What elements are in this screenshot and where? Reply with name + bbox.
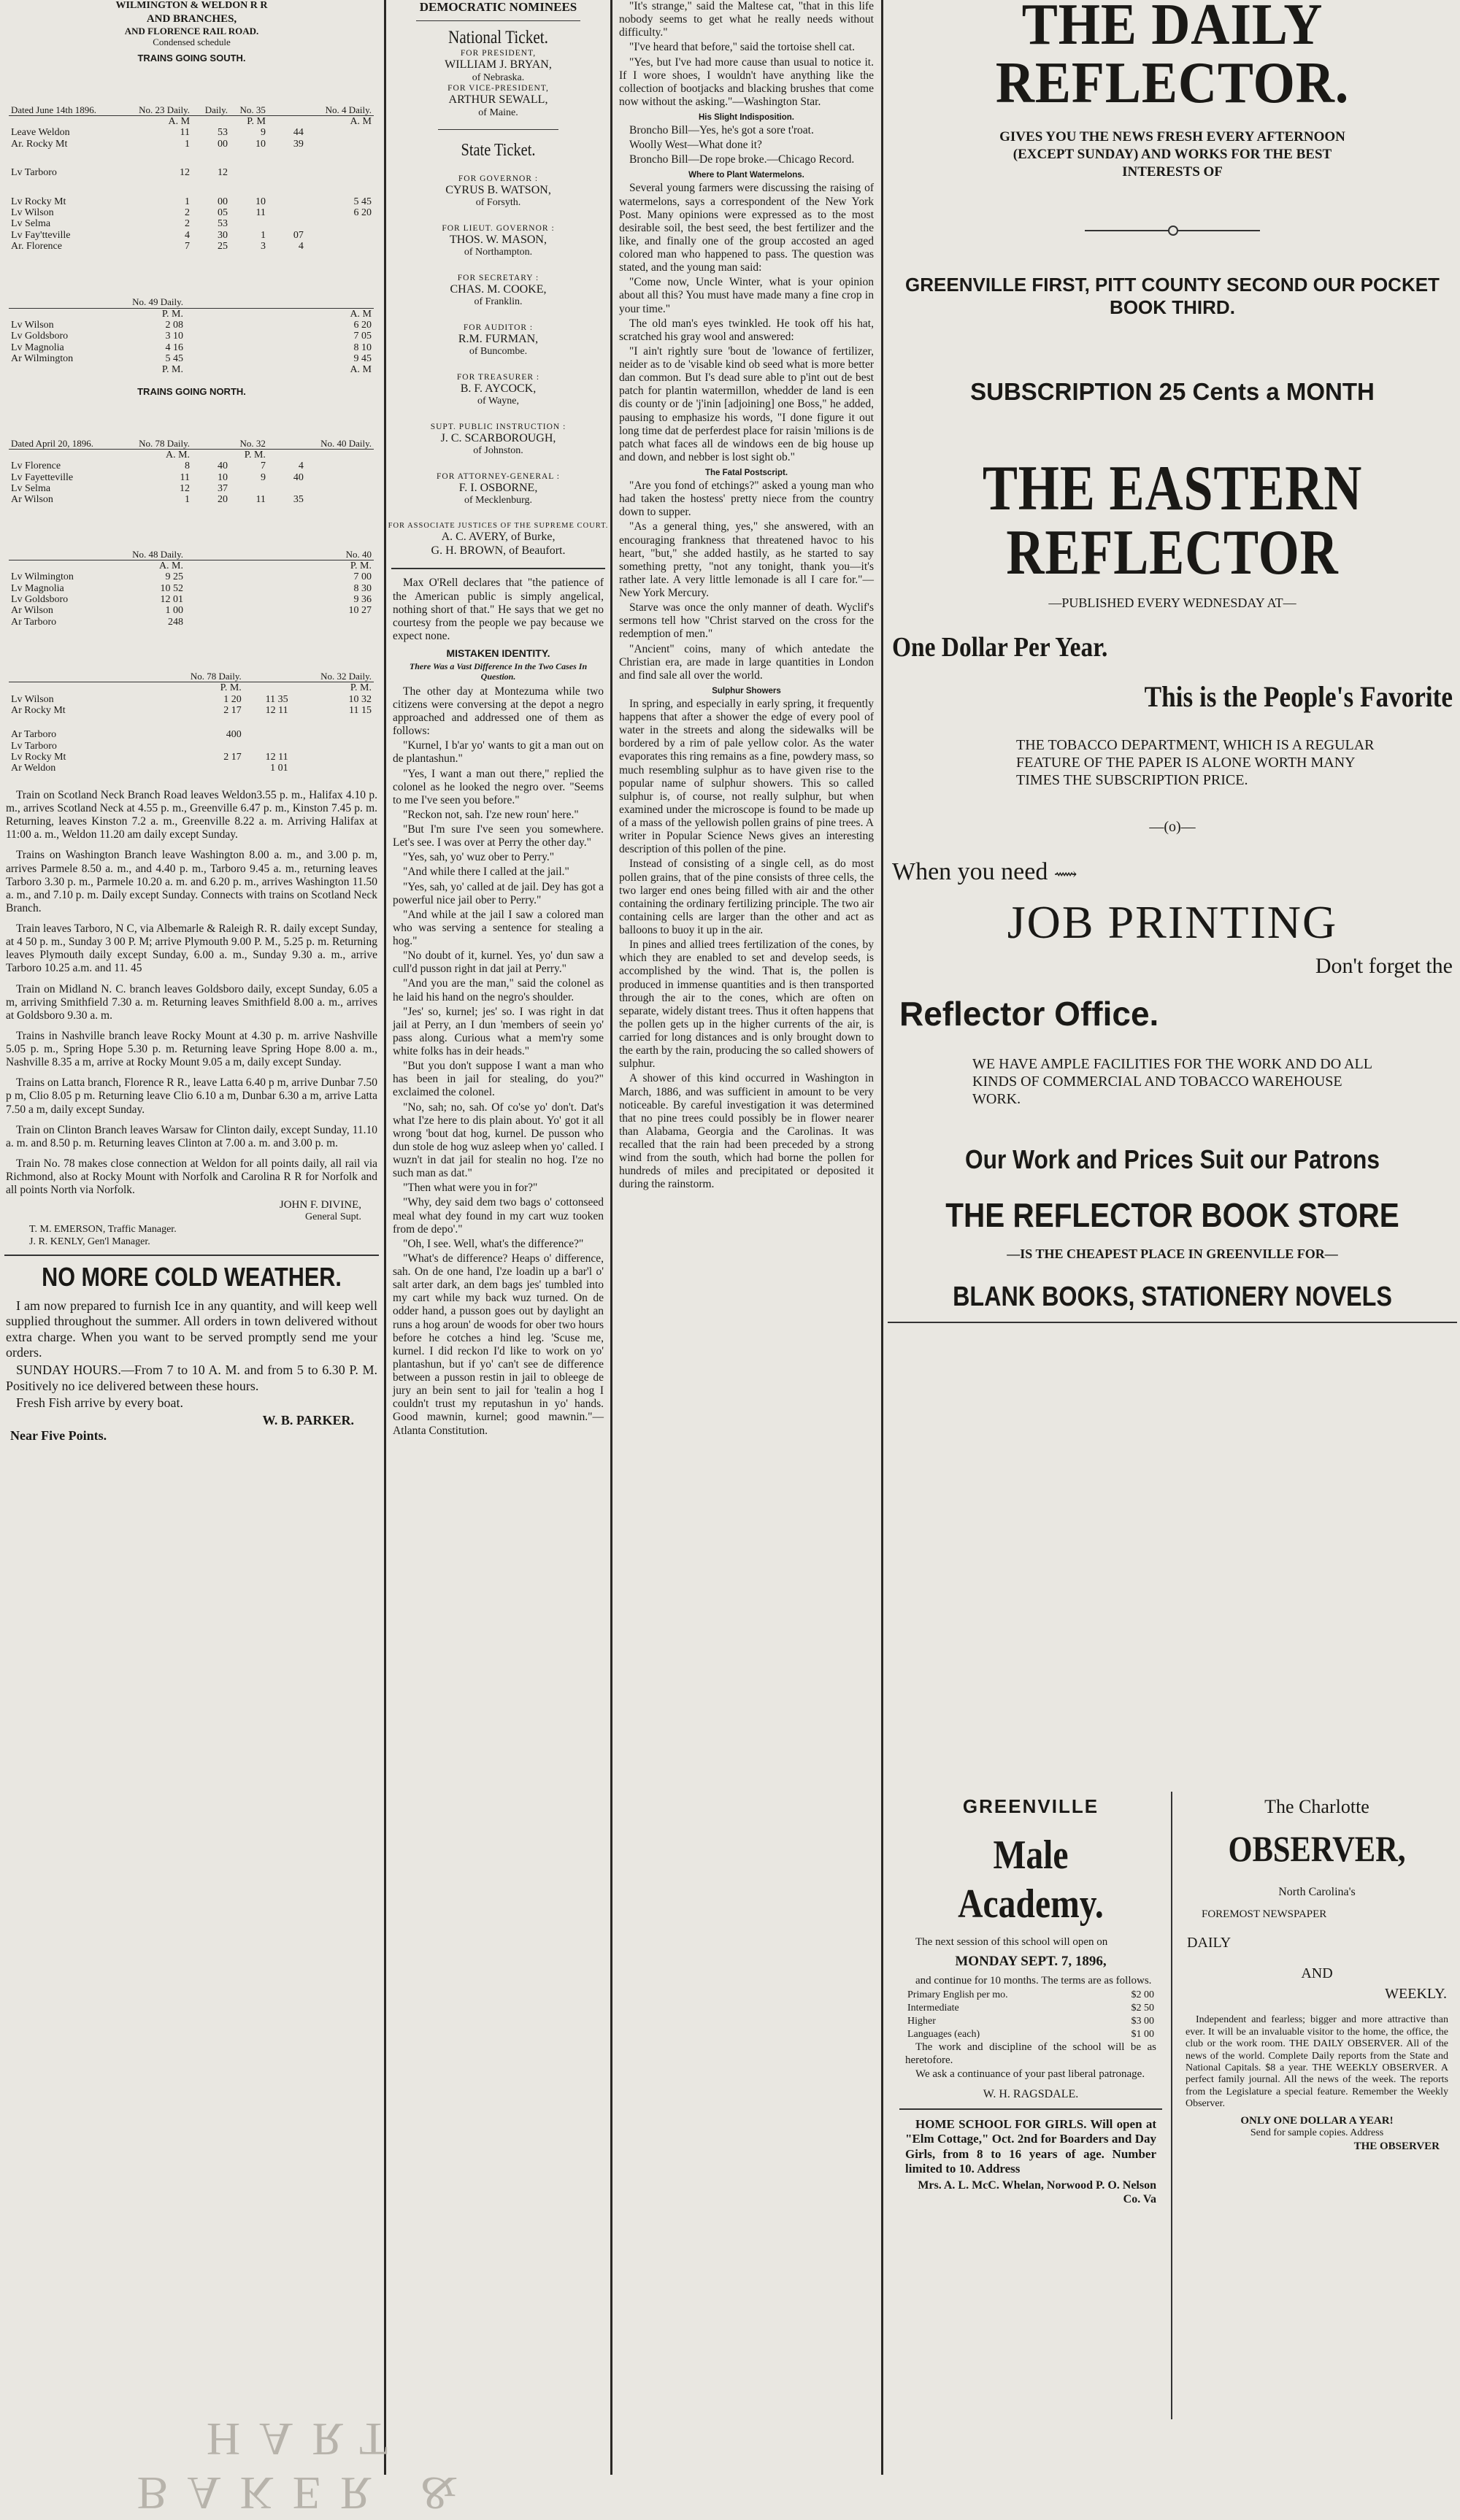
bleed-through-banner: BAKER & HART bbox=[137, 2413, 477, 2519]
observer-price: ONLY ONE DOLLAR A YEAR! bbox=[1240, 2115, 1394, 2127]
item-heading: The Fatal Postscript. bbox=[704, 469, 788, 477]
nominee-name: J. C. SCARBOROUGH, bbox=[440, 432, 556, 445]
story-paragraph: "And while at the jail I saw a colored man who was serving a sentence for stealing a hog." bbox=[393, 908, 604, 948]
story-paragraph: "Come now, Uncle Winter, what is your opinion about all this? You must have made many a fine crop in your time." bbox=[619, 276, 874, 315]
table-row: Higher $3 00 bbox=[907, 2016, 1154, 2027]
rr-signature: JOHN F. DIVINE, bbox=[279, 1199, 361, 1211]
flourish-icon: ⟿ bbox=[1053, 864, 1077, 883]
column-rule bbox=[384, 0, 386, 2475]
south-timetable bbox=[9, 66, 374, 253]
story-paragraph: "Reckon not, sah. I'ze new roun' here." bbox=[403, 808, 579, 821]
observer-body: Independent and fearless; bigger and more attractive than ever. It will be an invaluable visitor to the home, the office, the club or the work room. THE DAILY OBSERVER. All of the news of the world. Complete Daily reports from the State and National Capitals. $8 a year. THE WEEKLY OBSERVER. A perfect family journal. All the news of the week. The reports from the Legislature a special feature. Remember the Weekly Observer. bbox=[1186, 2014, 1448, 2109]
priorities-headline: GREENVILLE FIRST, PITT COUNTY SECOND OUR POCKET BOOK THIRD. bbox=[905, 274, 1440, 319]
home-school-notice: HOME SCHOOL FOR GIRLS. Will open at "Elm Cottage," Oct. 2nd for Boarders and Day Girls, from 8 to 16 years of age. Number limited to 10. Address bbox=[905, 2117, 1156, 2176]
eastern-reflector-title: THE EASTERN REFLECTOR bbox=[982, 452, 1363, 588]
story-paragraph: "Ancient" coins, many of which antedate the Christian era, are made in large quantities in London and find sale all over the world. bbox=[619, 642, 874, 682]
divider bbox=[4, 1255, 379, 1256]
rr-condensed: Condensed schedule bbox=[153, 36, 231, 48]
ice-location: Near Five Points. bbox=[10, 1428, 107, 1444]
story-paragraph: Woolly West—What done it? bbox=[629, 139, 762, 152]
rr-note: Trains on Latta branch, Florence R R., leave Latta 6.40 p m, arrive Dunbar 7.50 p m, Clio 8.05 p m. Returning leave Clio 6.10 a m, Dunbar 6.30 a m, arrive Latta 7.50 a m, daily except Sunday. bbox=[6, 1076, 377, 1116]
observer-foremost: FOREMOST NEWSPAPER bbox=[1202, 1908, 1327, 1921]
nominee-name: R.M. FURMAN, bbox=[458, 333, 539, 346]
story-paragraph: In pines and allied trees fertilization of the cones, by which they are enabled to set and develop seeds, is accomplished by the wind. That is, the pollen is produced in immense quantities and is then transported through the air to the cones, which are often on separate, widely distant trees. Thus it often happens that the pollen gets up in the higher currents of the air, is carried for long distances and is only brought down to the earth by the rain, producing the so called showers of sulphur. bbox=[619, 939, 874, 1071]
table-row: Ar Wilson 1 20 11 35 bbox=[11, 494, 304, 506]
ornament-rule bbox=[1085, 230, 1260, 231]
north2-timetable bbox=[9, 510, 374, 628]
reflector-office: Reflector Office. bbox=[899, 995, 1159, 1033]
office-label: FOR ASSOCIATE JUSTICES OF THE SUPREME COURT. bbox=[388, 522, 609, 531]
story-paragraph: "What's de difference? Heaps o' difference, sah. On de one hand, I'ze loadin up a bar'l o' salt arter dark, an dem bags jes' tumbled into my cart while my back wuz turned. On de odder hand, a pusson goes out by daylight an runs a hog aroun' de woods for ober two hours before he cotches a hind leg. 'Scuse me, kurnel. I did reckon I'd like to work on yo' plantashun, but if yo' can't see de difference between a pusson restin in jail to obleege de jury an bein sent to jail for 'tealin a hog I couldn't trust my reputashun in yo' hands. Good mawnin, kurnel; good mawnin."—Atlanta Constitution. bbox=[393, 1252, 604, 1437]
table-row: Lv Florence 8 40 7 4 bbox=[11, 461, 304, 472]
academy-terms bbox=[907, 1989, 1155, 2041]
story-paragraph: "No, sah; no, sah. Of co'se yo' don't. Dat's what I'ze here to dis plain about. Yo' got it all wrong 'bout dat hog, kurnel. De pusson who dun stole de hog wuz asleep when yo' called. I wuzn't in dat jail for stealin no hog. I'ze no such man as dat." bbox=[393, 1101, 604, 1180]
mistaken-identity-heading: MISTAKEN IDENTITY. bbox=[446, 647, 550, 660]
nominee-county: of Forsyth. bbox=[475, 197, 521, 209]
miscellany-column bbox=[613, 0, 880, 2475]
table-row: P. M. A. M bbox=[161, 308, 372, 320]
tobacco-notice: THE TOBACCO DEPARTMENT, WHICH IS A REGULAR FEATURE OF THE PAPER IS ALONE WORTH MANY TIMES THE SUBSCRIPTION PRICE. bbox=[1016, 736, 1375, 788]
nominee-name: WILLIAM J. BRYAN, bbox=[445, 58, 552, 72]
ice-body: I am now prepared to furnish Ice in any quantity, and will keep well supplied throughout the summer. All orders in town delivered without extra charge. When you want to be served promptly send me your orders. bbox=[6, 1298, 377, 1360]
office-label: FOR ATTORNEY-GENERAL : bbox=[437, 472, 560, 482]
table-row: Primary English per mo. $2 00 bbox=[907, 1989, 1154, 2001]
ice-headline: NO MORE COLD WEATHER. bbox=[42, 1261, 342, 1292]
observer-nc: North Carolina's bbox=[1278, 1886, 1356, 1899]
facilities-notice: WE HAVE AMPLE FACILITIES FOR THE WORK AND DO ALL KINDS OF COMMERCIAL AND TOBACCO WAREHOUSE WORK. bbox=[972, 1056, 1372, 1108]
price-line: One Dollar Per Year. bbox=[892, 632, 1108, 663]
home-school-signature: Mrs. A. L. McC. Whelan, Norwood P. O. Nelson Co. Va bbox=[918, 2178, 1156, 2205]
job-forget: Don't forget the bbox=[1315, 954, 1453, 979]
story-paragraph: Starve was once the only manner of death. Wyclif's sermons tell how "Christ starved on the cross for the redemption of men." bbox=[619, 601, 874, 641]
nominee-name: CHAS. M. COOKE, bbox=[450, 283, 547, 296]
railroad-column bbox=[0, 0, 383, 2475]
divider bbox=[899, 2108, 1162, 2110]
academy-title: Male Academy. bbox=[958, 1833, 1104, 1927]
nominee-county: of Wayne, bbox=[477, 396, 519, 407]
rr-note: Train on Scotland Neck Branch Road leaves Weldon3.55 p. m., Halifax 4.10 p. m., arrives Scotland Neck at 4.55 p. m., Greenville 6.47 p. m., Kinston 7.45 p. m. Returning, leaves Kinston 7.2 a. m., Greenville 8.22 a. m. Arriving Halifax at 11:00 a. m., Weldon 11.20 am daily except Sunday. bbox=[6, 788, 377, 841]
story-paragraph: "I've heard that before," said the tortoise shell cat. bbox=[629, 41, 855, 54]
table-header: No. 49 Daily. bbox=[9, 258, 374, 309]
table-row: Ar Wilson 1 00 10 27 bbox=[11, 605, 372, 617]
office-label: SUPT. PUBLIC INSTRUCTION : bbox=[430, 423, 566, 432]
table-row: Languages (each) $1 00 bbox=[907, 2029, 1154, 2041]
table-row: Lv Goldsboro 12 01 9 36 bbox=[11, 593, 372, 605]
masthead: THE DAILY REFLECTOR. bbox=[995, 0, 1350, 115]
table-header: Dated April 20, 1896. No. 78 Daily. No. 32 No. 40 Daily. bbox=[9, 399, 374, 450]
story-paragraph: In spring, and especially in early spring, it frequently happens that after a shower the edge of every pool of water in the streets and along the sidewalks will be bordered by a rim of pale yellow color. As the water evaporates this ring remains as a fine, powdery mass, so much resembling sulphur as to have given rise to the popular name of sulphur showers. This so called sulphur is, of course, not really sulphur, but when examined under the microscope is found to be made up of a mass of the yellowish pollen grains of pine trees. A writer in Popular Science News gives an interesting description of this pollen of the pine. bbox=[619, 697, 874, 856]
nominees-heading: DEMOCRATIC NOMINEES bbox=[419, 0, 577, 14]
table-row: Ar Wilmington 5 45 9 45 bbox=[11, 353, 372, 365]
masthead-tagline: GIVES YOU THE NEWS FRESH EVERY AFTERNOON (EXCEPT SUNDAY) AND WORKS FOR THE BEST INTERESTS OF bbox=[999, 129, 1345, 180]
cheapest-line: —IS THE CHEAPEST PLACE IN GREENVILLE FOR— bbox=[1007, 1246, 1338, 1262]
advertisements-column bbox=[885, 0, 1460, 2475]
job-printing-headline: JOB PRINTING bbox=[1007, 895, 1338, 948]
academy-town: GREENVILLE bbox=[962, 1795, 1099, 1817]
story-paragraph: "Then what were you in for?" bbox=[403, 1182, 538, 1195]
table-row: A. M. P. M. bbox=[158, 560, 372, 571]
table-header: No. 48 Daily. No. 40 bbox=[9, 510, 374, 560]
rr-note: Train leaves Tarboro, N C, via Albemarle & Raleigh R. R. daily except Sunday, at 4 50 p. m., Sunday 3 00 P. M; arrive Plymouth 9.00 P. M., 5.25 p. m. Returning leaves Plymouth daily except Sunday, 6.00 a. m., Sunday 9.30 a. m., arrive Tarboro 10.25 a.m. and 11. 45 bbox=[6, 922, 377, 975]
table-row: Lv Fay'tteville 4 30 1 07 bbox=[11, 229, 304, 241]
story-paragraph: Several young farmers were discussing the raising of watermelons, says a correspondent of the New York Post. Many opinions were expressed as to the most desirable soil, the best seed, the best fertilizer and the like, and finally one of the group accosted an aged colored man who happened to pass. The question was stated, and the young man said: bbox=[619, 182, 874, 274]
story-paragraph: "No doubt of it, kurnel. Yes, yo' dun saw a cull'd pusson right in dat jail at Perry." bbox=[393, 949, 604, 976]
table-row: Lv Rocky Mt 1 00 10 5 45 bbox=[11, 196, 372, 207]
table-row: Lv Selma 12 37 bbox=[11, 483, 228, 495]
south2-timetable bbox=[9, 258, 374, 376]
office-label: FOR SECRETARY : bbox=[457, 274, 539, 283]
table-row: Leave Weldon 11 53 9 44 bbox=[11, 127, 304, 139]
nominee-county: of Maine. bbox=[478, 107, 518, 118]
morell-paragraph: Max O'Rell declares that "the patience of the American public is simply angelical, nothing short of that." He says that we get no courtesy from the people we pay because we expect none. bbox=[393, 577, 604, 642]
table-row: Lv Rocky Mt 2 17 12 11 bbox=[11, 752, 288, 763]
rr-signature-title: General Supt. bbox=[305, 1211, 361, 1223]
table-row bbox=[9, 716, 374, 729]
north3-timetable bbox=[9, 632, 374, 774]
job-when: When you need ⟿ bbox=[892, 858, 1077, 885]
rr-note: Trains in Nashville branch leave Rocky Mount at 4.30 p. m. arrive Nashville 5.05 p. m., Spring Hope 5.30 p. m. Returning leave Spring Hope 8.00 a. m., Nashville 8.35 a m, arrive at Rocky Mount 9.05 a m, daily except Sunday. bbox=[6, 1029, 377, 1069]
academy-signature: W. H. RAGSDALE. bbox=[983, 2087, 1079, 2100]
column-rule bbox=[610, 0, 612, 2475]
divider bbox=[391, 568, 605, 569]
academy-continue: and continue for 10 months. The terms are as follows. bbox=[915, 1974, 1152, 1987]
table-row: Lv Selma 2 53 bbox=[11, 218, 228, 230]
story-paragraph: The old man's eyes twinkled. He took off his hat, scratched his gray wool and answered: bbox=[619, 317, 874, 343]
table-row: Lv Tarboro 12 12 bbox=[11, 167, 228, 179]
observer-daily: DAILY bbox=[1187, 1935, 1232, 1951]
rr-florence: AND FLORENCE RAIL ROAD. bbox=[124, 25, 259, 36]
north-timetable bbox=[9, 399, 374, 506]
story-paragraph: "I ain't rightly sure 'bout de 'lowance of fertilizer, neider as to de 'visable kind ob seed what is more better dan common. But I's dead sure able to p'int out de best patch for plantin watermillon, whedder de land is een dis county or de 'j'inin [adjoining] one Boss," he added, pausing to emphasize his words, "I done figure it out long time dat de perferdest place for raisin 'milions is de patch what faces all de windows een de big house up and down, and nebber is lost sight ob." bbox=[619, 344, 874, 463]
nominee-name: CYRUS B. WATSON, bbox=[445, 184, 551, 197]
nominee-name: B. F. AYCOCK, bbox=[460, 382, 537, 396]
table-row: Ar Tarboro 248 bbox=[11, 616, 183, 628]
story-paragraph: "Yes, but I've had more cause than usual to notice it. If I wore shoes, I wouldn't have anything like the collection of bootjacks and blacking brushes that come now without the asking."—Washington Star. bbox=[619, 55, 874, 108]
academy-ad bbox=[899, 1795, 1162, 2206]
published-line: —PUBLISHED EVERY WEDNESDAY AT— bbox=[1048, 595, 1296, 610]
academy-discipline: The work and discipline of the school will be as heretofore. bbox=[905, 2041, 1156, 2066]
table-row: P. M. P. M. bbox=[220, 682, 372, 694]
table-row: Intermediate $2 50 bbox=[907, 2003, 1154, 2014]
story-paragraph: "Are you fond of etchings?" asked a young man who had taken the hostess' pretty niece from the country down to supper. bbox=[619, 479, 874, 519]
rr-general-manager: J. R. KENLY, Gen'l Manager. bbox=[29, 1236, 150, 1247]
item-heading: Sulphur Showers bbox=[712, 686, 781, 695]
nominee-county: of Buncombe. bbox=[469, 346, 528, 358]
table-row: Ar Tarboro 400 bbox=[11, 729, 242, 741]
divider bbox=[416, 20, 580, 21]
story-paragraph: "And while there I called at the jail." bbox=[403, 866, 569, 879]
observer-the: The Charlotte bbox=[1264, 1796, 1369, 1817]
nominee-county: of Northampton. bbox=[464, 247, 533, 258]
nominee-name: G. H. BROWN, of Beaufort. bbox=[431, 544, 566, 558]
story-paragraph: "Yes, I want a man out there," replied the colonel as he looked the negro over. "Seems to me I've seen you before." bbox=[393, 767, 604, 806]
story-paragraph: "Yes, sah, yo' wuz ober to Perry." bbox=[403, 851, 555, 864]
prices-headline: Our Work and Prices Suit our Patrons bbox=[964, 1144, 1380, 1175]
table-row: A. M. P. M. bbox=[165, 449, 266, 461]
academy-intro: The next session of this school will open on bbox=[915, 1936, 1108, 1949]
table-row: Lv Wilson 1 20 11 35 10 32 bbox=[11, 693, 372, 705]
national-ticket-heading: National Ticket. bbox=[448, 28, 548, 48]
nominee-name: A. C. AVERY, of Burke, bbox=[441, 531, 556, 544]
rr-note: Train No. 78 makes close connection at Weldon for all points daily, all rail via Richmond, also at Rocky Mount with Norfolk and Carolina R R for Norfolk and all points North via Norfolk. bbox=[6, 1157, 377, 1197]
table-row: Lv Fayetteville 11 10 9 40 bbox=[11, 471, 304, 483]
academy-patronage: We ask a continuance of your past liberal patronage. bbox=[915, 2068, 1145, 2081]
story-paragraph: Instead of consisting of a single cell, as do most pollen grains, that of the pine consists of three cells, the two larger end ones being filled with air and the other containing the ordinary fertilizing principle. The two air containing cells are larger than the other and act as balloons to buoy it up in the air. bbox=[619, 858, 874, 936]
table-row: Lv Wilson 2 08 6 20 bbox=[11, 319, 372, 331]
office-label: FOR VICE-PRESIDENT, bbox=[447, 84, 549, 93]
nominee-county: of Franklin. bbox=[474, 296, 523, 308]
story-paragraph: "Jes' so, kurnel; jes' so. I was right in dat jail at Perry, an I dun 'members of seein yo' pass along. Curious what a mem'ry some white folks has in deir heads." bbox=[393, 1005, 604, 1058]
story-paragraph: Broncho Bill—Yes, he's got a sore t'roat. bbox=[629, 124, 814, 136]
table-row: Lv Goldsboro 3 10 7 05 bbox=[11, 331, 372, 342]
observer-send: Send for sample copies. Address bbox=[1250, 2127, 1384, 2139]
office-label: FOR TREASURER : bbox=[456, 373, 540, 382]
rr-note: Train on Clinton Branch leaves Warsaw for Clinton daily, except Sunday, 11.10 a. m. and 8.50 p. m. Returning leaves Clinton at 7.00 a. m. and 3.00 p. m. bbox=[6, 1123, 377, 1149]
nominee-county: of Nebraska. bbox=[472, 72, 525, 83]
rr-note: Trains on Washington Branch leave Washington 8.00 a. m., and 3.00 p. m, arrives Parmele 8.50 a. m., and 4.40 p. m., Tarboro 9.45 a. m., returning leaves Tarboro 3.30 p. m., Parmele 10.20 a. m. and 6.20 p. m., arrives Washington 11.50 a. m., and 7.10 p. m. Daily except Sunday. Connects with trains on Scotland Neck Branch. bbox=[6, 849, 377, 914]
nominee-name: ARTHUR SEWALL, bbox=[448, 93, 548, 107]
blank-books-headline: BLANK BOOKS, STATIONERY NOVELS bbox=[953, 1282, 1392, 1312]
nominee-name: THOS. W. MASON, bbox=[450, 234, 547, 247]
subscription-headline: SUBSCRIPTION 25 Cents a MONTH bbox=[970, 377, 1375, 405]
rr-notes bbox=[0, 789, 383, 1249]
story-paragraph: "But I'm sure I've seen you somewhere. Let's see. I was over at Perry the other day." bbox=[393, 823, 604, 849]
office-label: FOR PRESIDENT, bbox=[460, 49, 537, 58]
column-rule bbox=[1171, 1792, 1172, 2419]
table-row: Ar Rocky Mt 2 17 12 11 11 15 bbox=[11, 704, 372, 716]
rr-note: Train on Midland N. C. branch leaves Goldsboro daily, except Sunday, 6.05 a m, arriving Smithfield 7.30 a. m. Returning leaves Smithfield 8.00 a. m., arrives at Goldsboro 9.30 a. m. bbox=[6, 982, 377, 1022]
divider bbox=[888, 1322, 1457, 1323]
state-ticket-heading: State Ticket. bbox=[461, 141, 536, 161]
story-paragraph: "Yes, sah, yo' called at de jail. Dey has got a powerful nice jail ober to Perry." bbox=[393, 880, 604, 906]
book-store-headline: THE REFLECTOR BOOK STORE bbox=[945, 1196, 1399, 1235]
observer-ad bbox=[1180, 1795, 1454, 2153]
column-rule bbox=[881, 0, 883, 2475]
story-paragraph: "Kurnel, I b'ar yo' wants to git a man out on de plantashun." bbox=[393, 739, 604, 766]
table-row: Lv Wilmington 9 25 7 00 bbox=[11, 571, 372, 583]
ornament: —(o)— bbox=[1149, 818, 1196, 835]
observer-and: AND bbox=[1301, 1965, 1333, 1982]
table-row bbox=[9, 150, 374, 167]
table-row bbox=[9, 179, 374, 196]
story-paragraph: "But you don't suppose I want a man who has been in jail for stealing, do you?" exclaimed the colonel. bbox=[393, 1060, 604, 1099]
table-header: Dated June 14th 1896. No. 23 Daily. Daily. No. 35 No. 4 Daily. bbox=[9, 66, 374, 116]
table-row: Lv Tarboro bbox=[11, 740, 57, 752]
north-title: TRAINS GOING NORTH. bbox=[137, 385, 246, 397]
story-paragraph: A shower of this kind occurred in Washington in March, 1886, and was sufficient in amount to be very noticeable. By careful investigation it was determined that no pine trees could possibly be in flower nearer than Alabama, Georgia and the Carolinas. It was recalled that the rain had been preceded by a strong wind from the south, which had borne the pollen for hundreds of miles and precipitated or deposited it during the rainstorm. bbox=[619, 1072, 874, 1191]
nominee-name: F. I. OSBORNE, bbox=[458, 482, 538, 495]
rr-branches: AND BRANCHES, bbox=[146, 12, 237, 25]
table-row: Lv Wilson 2 05 11 6 20 bbox=[11, 207, 372, 218]
ice-sunday-hours: SUNDAY HOURS.—From 7 to 10 A. M. and from 5 to 6.30 P. M. Positively no ice delivered between these hours. bbox=[6, 1363, 377, 1393]
nominee-county: of Johnston. bbox=[473, 445, 523, 457]
table-row: Lv Magnolia 10 52 8 30 bbox=[11, 582, 372, 594]
nominees-column bbox=[387, 0, 610, 2475]
observer-weekly: WEEKLY. bbox=[1385, 1986, 1447, 2003]
story-paragraph: "It's strange," said the Maltese cat, "that in this life nobody seems to get what he really needs without difficulty." bbox=[619, 0, 874, 39]
table-row: P. M. A. M bbox=[161, 364, 372, 376]
office-label: FOR AUDITOR : bbox=[463, 323, 534, 333]
story-paragraph: The other day at Montezuma while two citizens were conversing at the depot a negro approached and addressed one of them as follows: bbox=[393, 685, 604, 738]
story-paragraph: "And you are the man," said the colonel as he laid his hand on the negro's shoulder. bbox=[393, 977, 604, 1003]
academy-date: MONDAY SEPT. 7, 1896, bbox=[955, 1953, 1107, 1969]
ice-fish: Fresh Fish arrive by every boat. bbox=[16, 1395, 183, 1411]
table-row: A. M P. M A. M bbox=[168, 115, 372, 127]
item-heading: His Slight Indisposition. bbox=[699, 113, 794, 122]
table-header: No. 78 Daily. No. 32 Daily. bbox=[9, 632, 374, 682]
observer-signature: THE OBSERVER bbox=[1353, 2141, 1440, 2153]
table-row: Ar. Rocky Mt 1 00 10 39 bbox=[11, 138, 304, 150]
story-paragraph: Broncho Bill—De rope broke.—Chicago Record. bbox=[629, 153, 855, 166]
table-row: Lv Magnolia 4 16 8 10 bbox=[11, 342, 372, 353]
favorite-line: This is the People's Favorite bbox=[1144, 679, 1453, 713]
observer-title: OBSERVER, bbox=[1228, 1828, 1406, 1870]
divider bbox=[438, 129, 558, 130]
nominee-county: of Mecklenburg. bbox=[464, 495, 533, 506]
office-label: FOR GOVERNOR : bbox=[458, 174, 539, 184]
mistaken-identity-subhead: There Was a Vast Difference In the Two Cases In Question. bbox=[409, 661, 588, 682]
ice-signature: W. B. PARKER. bbox=[262, 1412, 354, 1427]
rr-name: WILMINGTON & WELDON R R bbox=[115, 0, 268, 11]
story-paragraph: "As a general thing, yes," she answered, with an encouraging frankness that threatened havoc to his heart, "but," she added hastily, as he started to say something pretty, "not any tonight, thank you—it's rather late. A very little lemonade is all I care for."—New York Mercury. bbox=[619, 520, 874, 599]
rr-traffic-manager: T. M. EMERSON, Traffic Manager. bbox=[29, 1224, 177, 1236]
table-row: Ar Weldon 1 01 bbox=[11, 763, 288, 774]
story-paragraph: "Oh, I see. Well, what's the difference?" bbox=[403, 1237, 584, 1250]
table-row: Ar. Florence 7 25 3 4 bbox=[11, 241, 304, 253]
story-paragraph: "Why, dey said dem two bags o' cottonseed meal what dey found in my cart wuz tooken from de depo'." bbox=[393, 1196, 604, 1236]
office-label: FOR LIEUT. GOVERNOR : bbox=[442, 224, 555, 234]
item-heading: Where to Plant Watermelons. bbox=[688, 171, 804, 180]
south-title: TRAINS GOING SOUTH. bbox=[137, 52, 246, 63]
